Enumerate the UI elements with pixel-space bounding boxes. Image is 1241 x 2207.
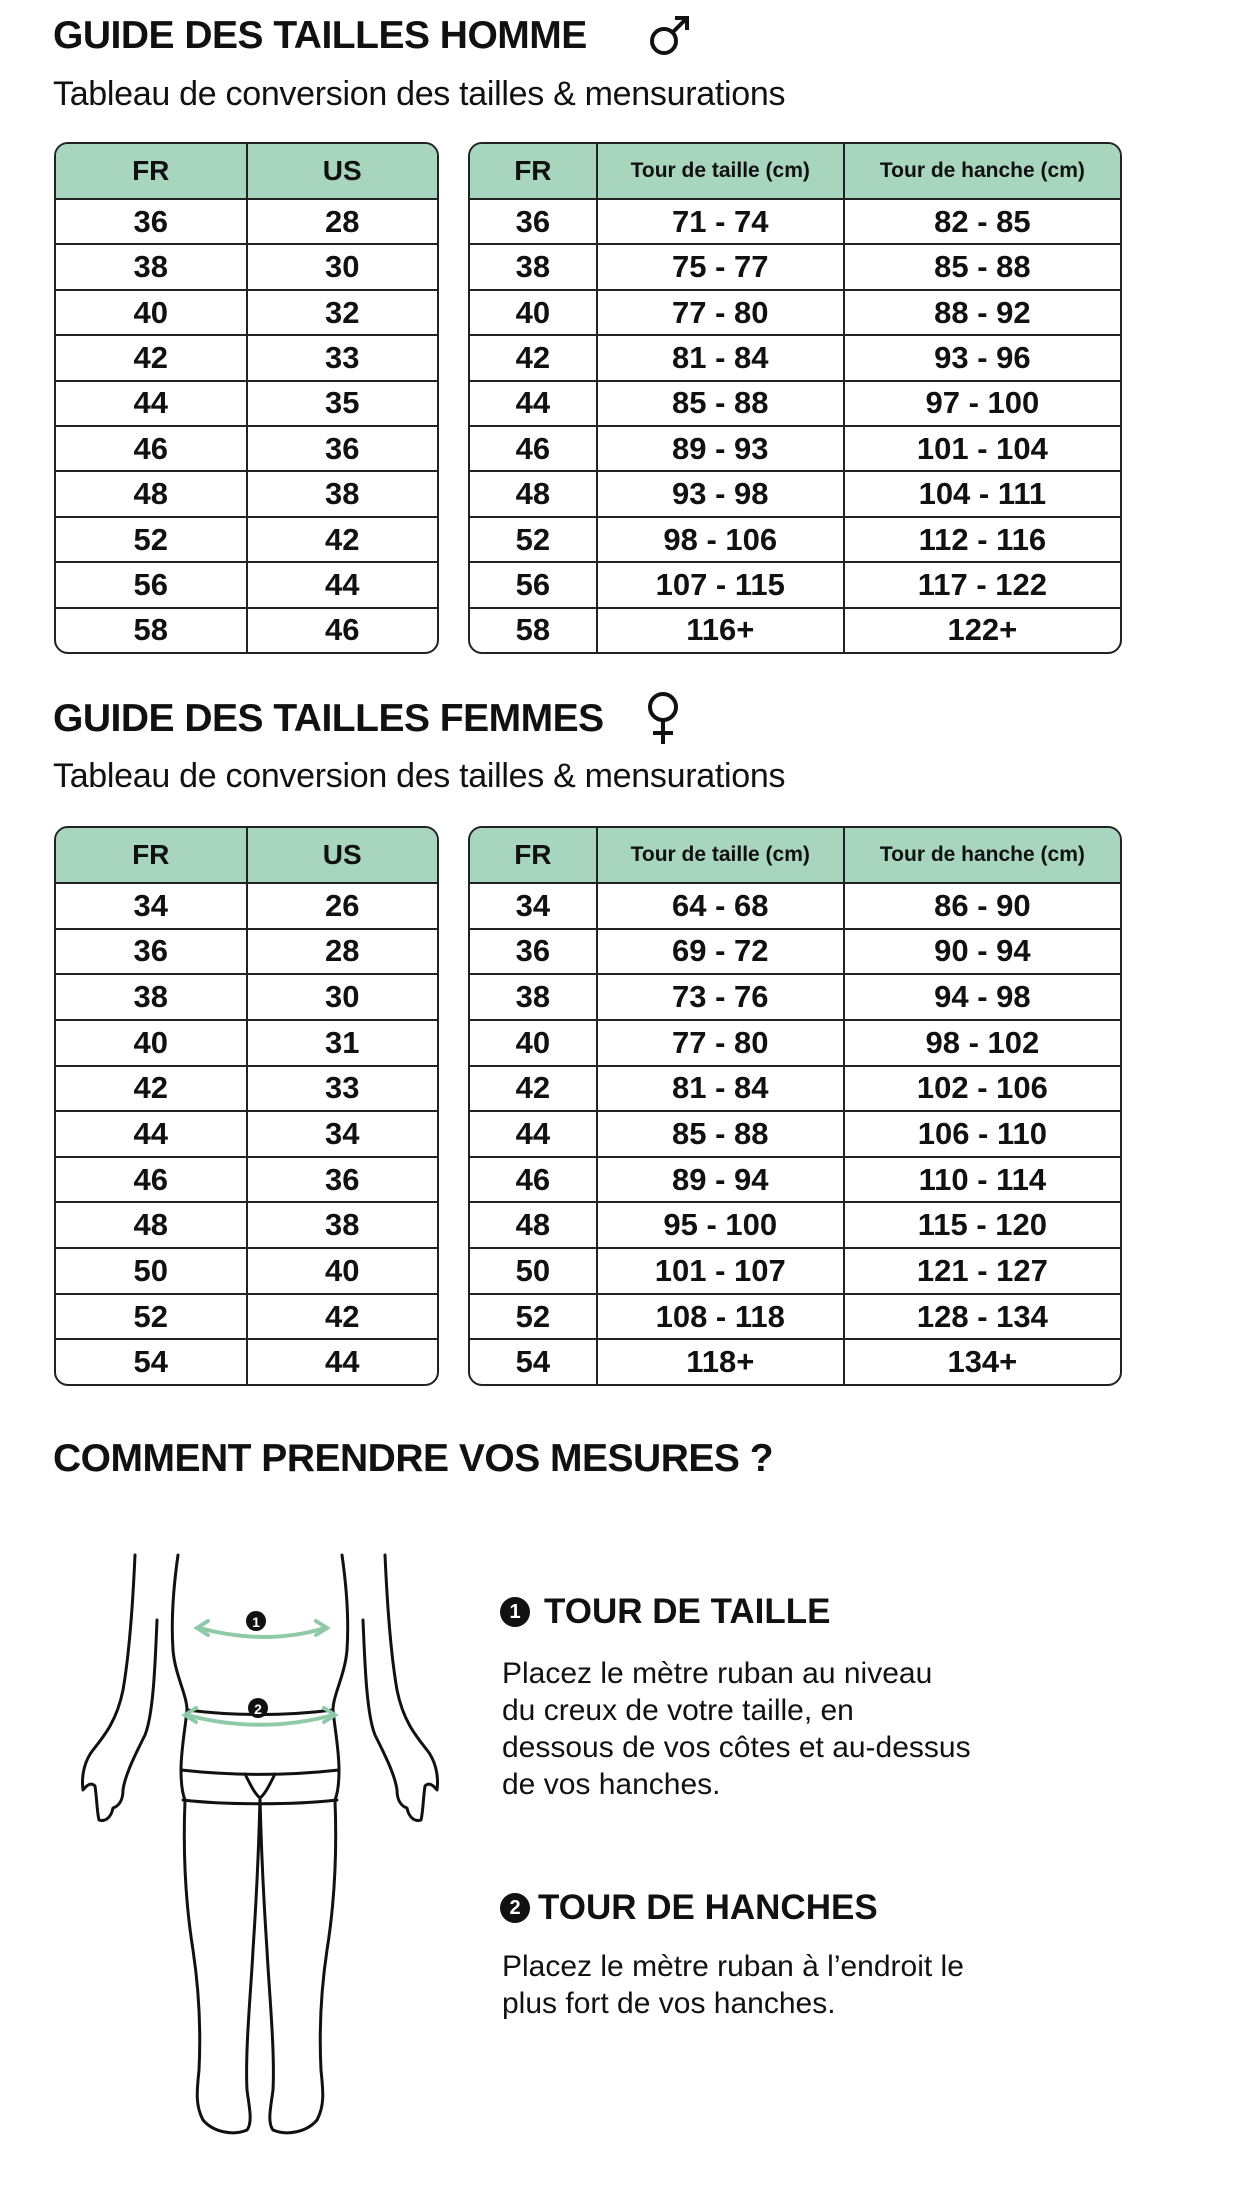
table-cell: 46 (470, 1157, 597, 1203)
table-cell: 38 (470, 974, 597, 1020)
table-cell: 56 (56, 562, 247, 607)
table-row (470, 1248, 1120, 1294)
table-row (56, 974, 437, 1020)
table-cell: 128 - 134 (844, 1294, 1120, 1340)
table-row (56, 381, 437, 426)
table-cell: 44 (470, 1111, 597, 1157)
table-cell: 26 (247, 883, 438, 929)
table-cell: 42 (470, 335, 597, 380)
table-row (470, 517, 1120, 562)
table-row (56, 1066, 437, 1112)
table-row (470, 335, 1120, 380)
table-cell: 85 - 88 (844, 244, 1120, 289)
table-row (470, 244, 1120, 289)
table-cell: 93 - 98 (597, 471, 844, 516)
table-cell: 71 - 74 (597, 199, 844, 244)
table-cell: 40 (56, 1020, 247, 1066)
step-2-line: Placez le mètre ruban à l’endroit le (502, 1950, 964, 1983)
men-subtitle: Tableau de conversion des tailles & mensurations (53, 75, 786, 113)
step-2-number-badge: 2 (500, 1893, 530, 1923)
table-cell: 44 (56, 1111, 247, 1157)
table-cell: 101 - 104 (844, 426, 1120, 471)
table-cell: 40 (56, 290, 247, 335)
howto-title: COMMENT PRENDRE VOS MESURES ? (53, 1437, 774, 1480)
table-cell: 44 (56, 381, 247, 426)
step-2-description (502, 1948, 1122, 2022)
table-row (56, 1339, 437, 1384)
table-cell: 122+ (947, 612, 1018, 648)
table-row (56, 562, 437, 607)
table-row (56, 290, 437, 335)
table-cell: 28 (247, 929, 438, 975)
table-cell: 81 - 84 (597, 335, 844, 380)
table-row (470, 562, 1120, 607)
table-cell: 77 - 80 (597, 290, 844, 335)
table-cell: 30 (247, 974, 438, 1020)
table-cell: 58 (56, 608, 247, 652)
table-cell: 42 (56, 1066, 247, 1112)
table-cell: 86 - 90 (844, 883, 1120, 929)
table-cell: 95 - 100 (597, 1202, 844, 1248)
table-cell: 89 - 93 (597, 426, 844, 471)
table-cell: 134+ (947, 1344, 1018, 1380)
table-cell: 58 (470, 608, 597, 652)
step-1-line: du creux de votre taille, en (502, 1694, 854, 1727)
table-cell: 33 (247, 1066, 438, 1112)
women-measurements-table (468, 826, 1122, 1386)
table-cell: 32 (247, 290, 438, 335)
table-cell: 44 (470, 381, 597, 426)
table-cell: 112 - 116 (844, 517, 1120, 562)
table-row (470, 1202, 1120, 1248)
table-row (470, 290, 1120, 335)
table-row (470, 199, 1120, 244)
step-1-line: de vos hanches. (502, 1768, 721, 1801)
table-cell: 89 - 94 (597, 1157, 844, 1203)
table-row (470, 974, 1120, 1020)
table-cell: 44 (247, 562, 438, 607)
table-row (56, 1020, 437, 1066)
step-1-description (502, 1655, 1122, 1803)
table-cell: 77 - 80 (597, 1020, 844, 1066)
table-row (56, 244, 437, 289)
table-row (56, 199, 437, 244)
table-row (56, 1248, 437, 1294)
table-cell: 93 - 96 (844, 335, 1120, 380)
table-row (56, 608, 437, 652)
table-cell: 28 (247, 199, 438, 244)
step-1-title: TOUR DE TAILLE (544, 1592, 831, 1631)
table-row (56, 929, 437, 975)
step-1-line: Placez le mètre ruban au niveau (502, 1657, 933, 1690)
table-cell: 98 - 106 (597, 517, 844, 562)
table-cell: 69 - 72 (597, 929, 844, 975)
column-header: Tour de hanche (cm) (844, 828, 1120, 883)
table-cell: 54 (470, 1339, 597, 1384)
table-cell: 75 - 77 (597, 244, 844, 289)
marker-2-label: 2 (254, 1701, 262, 1717)
table-row (470, 1157, 1120, 1203)
table-cell: 40 (247, 1248, 438, 1294)
table-cell: 54 (56, 1339, 247, 1384)
table-cell: 31 (247, 1020, 438, 1066)
column-header: FR (470, 828, 597, 883)
table-row (56, 1111, 437, 1157)
table-cell: 38 (470, 244, 597, 289)
table-cell: 34 (56, 883, 247, 929)
table-row (470, 426, 1120, 471)
women-conversion-table (54, 826, 439, 1386)
table-cell: 101 - 107 (597, 1248, 844, 1294)
table-row (470, 381, 1120, 426)
table-cell: 44 (325, 1344, 360, 1380)
female-sign-icon (643, 690, 683, 748)
male-sign-icon (645, 12, 693, 60)
step-1-line: dessous de vos côtes et au-dessus (502, 1731, 971, 1764)
step-2-title: TOUR DE HANCHES (538, 1888, 878, 1927)
table-cell: 42 (247, 1294, 438, 1340)
table-cell: 94 - 98 (844, 974, 1120, 1020)
step-1-number-badge: 1 (500, 1597, 530, 1627)
table-cell: 88 - 92 (844, 290, 1120, 335)
women-subtitle: Tableau de conversion des tailles & mensurations (53, 757, 786, 795)
table-cell: 40 (470, 1020, 597, 1066)
step-2-title-row (500, 1888, 878, 1928)
step-1-title-row (500, 1592, 830, 1632)
table-cell: 48 (56, 1202, 247, 1248)
table-cell: 108 - 118 (597, 1294, 844, 1340)
table-cell: 36 (56, 929, 247, 975)
table-cell: 116+ (597, 608, 844, 652)
table-cell: 46 (56, 1157, 247, 1203)
column-header: Tour de taille (cm) (597, 144, 844, 199)
table-cell: 36 (470, 929, 597, 975)
table-cell: 82 - 85 (844, 199, 1120, 244)
table-cell: 35 (247, 381, 438, 426)
table-cell: 121 - 127 (844, 1248, 1120, 1294)
table-cell: 98 - 102 (844, 1020, 1120, 1066)
table-row (470, 471, 1120, 516)
table-row (470, 1066, 1120, 1112)
table-row (56, 517, 437, 562)
table-row (470, 883, 1120, 929)
table-cell: 102 - 106 (844, 1066, 1120, 1112)
column-header: Tour de hanche (cm) (844, 144, 1120, 199)
women-title: GUIDE DES TAILLES FEMMES (53, 697, 604, 740)
column-header: US (247, 144, 438, 199)
table-cell: 38 (247, 1202, 438, 1248)
table-cell: 104 - 111 (844, 471, 1120, 516)
column-header: Tour de taille (cm) (597, 828, 844, 883)
table-row (56, 426, 437, 471)
marker-1-label: 1 (252, 1614, 260, 1630)
table-row (470, 1294, 1120, 1340)
table-cell: 36 (56, 199, 247, 244)
column-header: FR (56, 828, 247, 883)
table-cell: 52 (470, 1294, 597, 1340)
table-row (470, 608, 1120, 652)
table-cell: 85 - 88 (597, 381, 844, 426)
table-cell: 46 (56, 426, 247, 471)
table-cell: 30 (247, 244, 438, 289)
table-row (56, 1157, 437, 1203)
table-cell: 38 (56, 974, 247, 1020)
table-cell: 48 (56, 471, 247, 516)
table-row (470, 1020, 1120, 1066)
table-cell: 48 (470, 1202, 597, 1248)
table-cell: 34 (247, 1111, 438, 1157)
column-header: FR (470, 144, 597, 199)
men-conversion-table (54, 142, 439, 654)
table-row (56, 883, 437, 929)
table-cell: 107 - 115 (597, 562, 844, 607)
table-cell: 34 (470, 883, 597, 929)
table-cell: 106 - 110 (844, 1111, 1120, 1157)
table-row (56, 335, 437, 380)
table-row (470, 1339, 1120, 1384)
table-cell: 64 - 68 (597, 883, 844, 929)
table-cell: 42 (470, 1066, 597, 1112)
table-cell: 36 (470, 199, 597, 244)
table-row (56, 1294, 437, 1340)
table-row (56, 471, 437, 516)
table-cell: 97 - 100 (844, 381, 1120, 426)
table-cell: 38 (247, 471, 438, 516)
table-cell: 56 (470, 562, 597, 607)
table-cell: 46 (325, 612, 360, 648)
table-cell: 48 (470, 471, 597, 516)
table-cell: 52 (470, 517, 597, 562)
table-cell: 90 - 94 (844, 929, 1120, 975)
table-cell: 52 (56, 517, 247, 562)
table-row (470, 1111, 1120, 1157)
table-row (56, 1202, 437, 1248)
table-cell: 117 - 122 (844, 562, 1120, 607)
table-cell: 33 (247, 335, 438, 380)
table-cell: 85 - 88 (597, 1111, 844, 1157)
men-title: GUIDE DES TAILLES HOMME (53, 14, 587, 57)
table-cell: 42 (247, 517, 438, 562)
table-cell: 50 (56, 1248, 247, 1294)
table-cell: 115 - 120 (844, 1202, 1120, 1248)
table-cell: 38 (56, 244, 247, 289)
table-cell: 50 (470, 1248, 597, 1294)
table-cell: 52 (56, 1294, 247, 1340)
table-cell: 73 - 76 (597, 974, 844, 1020)
men-measurements-table (468, 142, 1122, 654)
table-cell: 36 (247, 426, 438, 471)
table-cell: 118+ (597, 1339, 844, 1384)
table-cell: 40 (470, 290, 597, 335)
table-cell: 110 - 114 (844, 1157, 1120, 1203)
table-row (470, 929, 1120, 975)
step-2-line: plus fort de vos hanches. (502, 1987, 836, 2020)
body-outline-illustration (75, 1550, 445, 2150)
table-cell: 81 - 84 (597, 1066, 844, 1112)
column-header: FR (56, 144, 247, 199)
table-cell: 42 (56, 335, 247, 380)
table-cell: 46 (470, 426, 597, 471)
column-header: US (247, 828, 438, 883)
table-cell: 36 (247, 1157, 438, 1203)
